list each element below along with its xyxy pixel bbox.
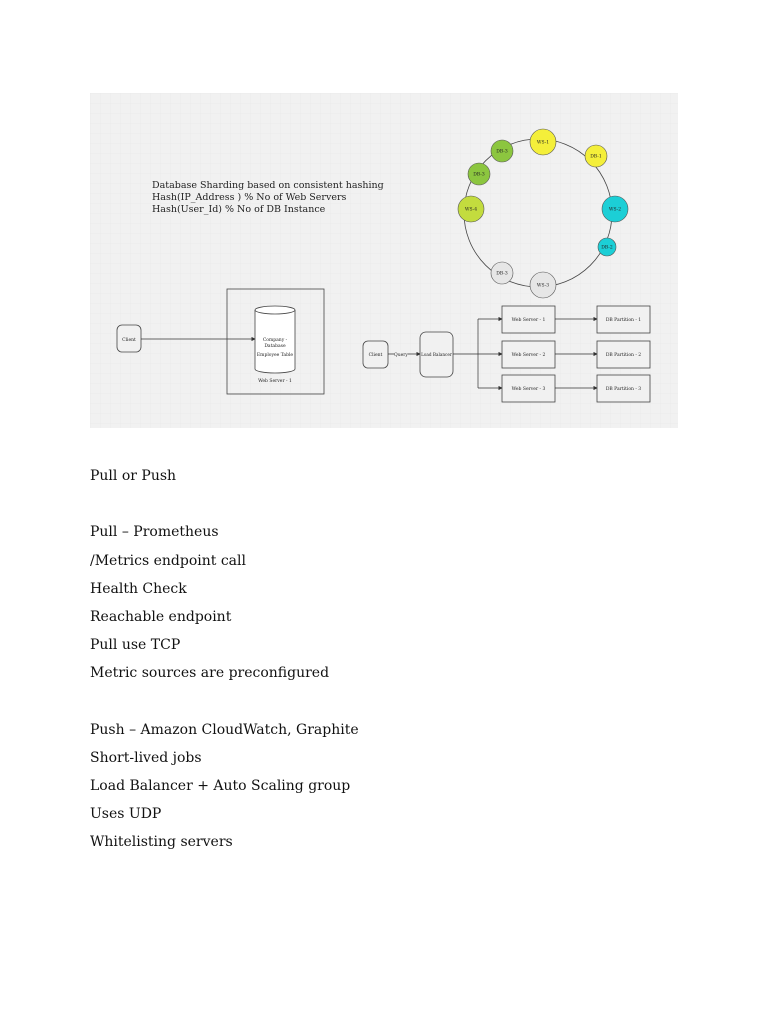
note-line-2: Hash(IP_Address ) % No of Web Servers xyxy=(152,192,347,203)
ring-node-label: DB-3 xyxy=(496,149,508,155)
pull-line: Reachable endpoint xyxy=(90,608,232,625)
heading-pull-or-push: Pull or Push xyxy=(90,468,177,484)
ring-node-label: WS-4 xyxy=(464,207,478,213)
client-label-left: Client xyxy=(122,338,136,343)
document-body xyxy=(90,464,359,859)
ring-node-label: DB-1 xyxy=(590,154,602,160)
push-line: Short-lived jobs xyxy=(90,749,202,766)
pull-line: /Metrics endpoint call xyxy=(90,552,246,569)
ring-node-label: DB-2 xyxy=(601,245,613,251)
note-line-3: Hash(User_Id) % No of DB Instance xyxy=(152,204,326,215)
web-server-2-label: Web Server - 2 xyxy=(511,353,546,358)
ring-node-label: WS-3 xyxy=(536,283,550,289)
push-section xyxy=(90,718,359,859)
db-partition-3-label: DB Partition - 3 xyxy=(605,387,642,392)
push-line: Push – Amazon CloudWatch, Graphite xyxy=(90,721,359,738)
db-line-2: Database xyxy=(264,344,286,349)
push-line: Load Balancer + Auto Scaling group xyxy=(90,778,351,795)
pull-line: Health Check xyxy=(90,580,187,597)
pull-line: Pull – Prometheus xyxy=(90,524,219,541)
note-line-1: Database Sharding based on consistent hashing xyxy=(152,180,384,191)
ring-node-label: DB-3 xyxy=(496,271,508,277)
web-server-3-label: Web Server - 3 xyxy=(511,387,546,392)
pull-line: Pull use TCP xyxy=(90,637,181,654)
db-line-1: Company - xyxy=(262,338,288,343)
db-partition-2-label: DB Partition - 2 xyxy=(605,353,642,358)
pull-line: Metric sources are preconfigured xyxy=(90,665,330,682)
ring-node-label: WS-2 xyxy=(608,207,622,213)
db-partition-1-label: DB Partition - 1 xyxy=(605,318,642,323)
pull-section xyxy=(90,520,359,689)
load-balancer-label: Load Balancer xyxy=(421,352,452,357)
db-line-3: Employee Table xyxy=(256,353,294,358)
push-line: Whitelisting servers xyxy=(90,834,233,851)
ring-node-label: WS-1 xyxy=(536,140,550,146)
sharding-diagram xyxy=(90,93,678,428)
query-label: Query xyxy=(394,353,408,358)
client-label-right: Client xyxy=(368,353,383,358)
web-server-label-left: Web Server - 1 xyxy=(258,379,292,384)
ring-node-label: DB-3 xyxy=(473,172,485,178)
web-server-1-label: Web Server - 1 xyxy=(511,318,546,323)
push-line: Uses UDP xyxy=(90,806,162,823)
